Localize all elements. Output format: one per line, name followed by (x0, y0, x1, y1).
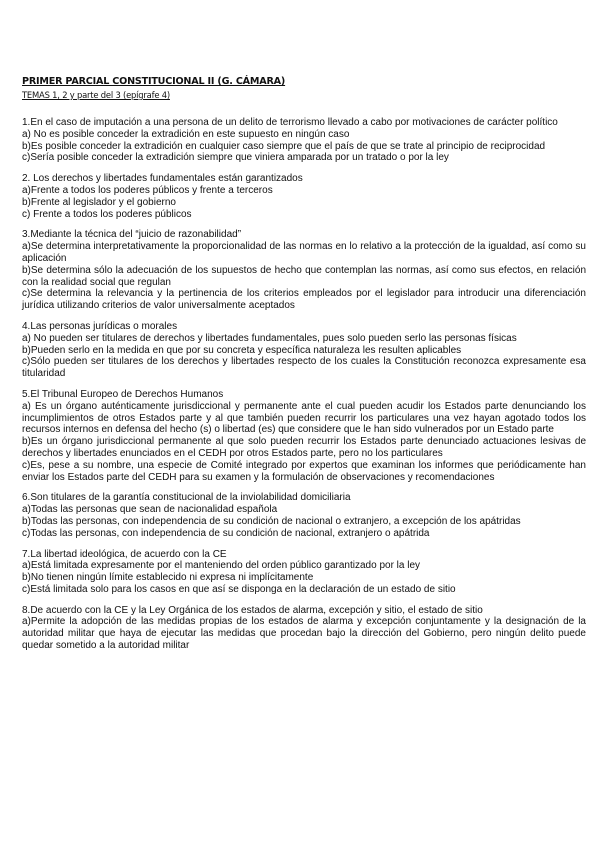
question-stem: 8.De acuerdo con la CE y la Ley Orgánica de los estados de alarma, excepción y sitio, el estado de sitio (22, 604, 483, 616)
question-6 (22, 492, 586, 539)
answer-option-b: b)Frente al legislador y el gobierno (22, 196, 176, 208)
answer-option-c: c)Sólo pueden ser titulares de los derechos y libertades respecto de los cuales la Constitución reconozca expresamente esa titularidad (22, 356, 586, 380)
answer-option-a: a) Es un órgano auténticamente jurisdiccional y permanente ante el cual pueden acudir los Estados parte denunciando los incumplimientos de otros Estados parte y al que también pueden recurrir los particulares una vez hayan agotado todos los recursos internos en defensa del hecho (s) o libertad (es) que considere que le han sido vulnerados por un Estado parte (22, 400, 586, 436)
answer-option-a: a) No pueden ser titulares de derechos y libertades fundamentales, pues solo pueden serlo las personas físicas (22, 332, 517, 344)
question-1 (22, 117, 586, 164)
answer-option-c: c)Todas las personas, con independencia de su condición de nacional, extranjero o apátrida (22, 527, 430, 539)
answer-option-a: a)Está limitada expresamente por el manteniendo del orden público garantizado por la ley (22, 560, 421, 572)
answer-option-c: c)Es, pese a su nombre, una especie de Comité integrado por expertos que examinan los informes que periódicamente han enviar los Estados parte del CEDH para su examen y la formulación de observaciones y recomendaciones (22, 459, 586, 483)
question-stem: 2. Los derechos y libertades fundamentales están garantizados (22, 173, 303, 185)
answer-option-b: b)Es posible conceder la extradición en cualquier caso siempre que el país de que se trate al principio de reciprocidad (22, 140, 546, 152)
answer-option-a: a)Permite la adopción de las medidas propias de los estados de alarma y excepción conjuntamente y la designación de la autoridad militar que haya de ejecutar las medidas que procedan bajo la dirección del Gobierno, pero ningún delito puede quedar sometido a la autoridad militar (22, 616, 586, 652)
answer-option-b: b)Es un órgano jurisdiccional permanente al que solo pueden recurrir los Estados parte denunciado actuaciones lesivas de derechos y libertades enunciados en el CEDH por otros Estados parte, pero no los particulares (22, 436, 586, 459)
answer-option-a: a)Todas las personas que sean de nacionalidad española (22, 504, 278, 516)
answer-option-a: a) No es posible conceder la extradición en este supuesto en ningún caso (22, 128, 350, 140)
question-stem: 3.Mediante la técnica del “juicio de razonabilidad” (22, 229, 242, 241)
question-stem: 5.El Tribunal Europeo de Derechos Humanos (22, 388, 224, 400)
question-stem: 4.Las personas jurídicas o morales (22, 320, 178, 332)
answer-option-a: a)Se determina interpretativamente la proporcionalidad de las normas en lo relativo a la protección de la igualdad, así como su aplicación (22, 241, 586, 264)
question-5 (22, 389, 586, 483)
question-stem: 6.Son titulares de la garantía constitucional de la inviolabilidad domiciliaria (22, 492, 351, 504)
answer-option-b: b)Todas las personas, con independencia de su condición de nacional o extranjero, a excepción de los apátridas (22, 515, 521, 527)
answer-option-c: c)Sería posible conceder la extradición siempre que viniera amparada por un tratado o por la ley (22, 152, 449, 164)
question-list (22, 117, 586, 652)
answer-option-b: b)Pueden serlo en la medida en que por su concreta y específica naturaleza les resulten aplicables (22, 344, 462, 356)
question-7 (22, 549, 586, 596)
question-4 (22, 321, 586, 380)
question-2 (22, 173, 586, 220)
question-3 (22, 229, 586, 312)
document-title: PRIMER PARCIAL CONSTITUCIONAL II (G. CÁMARA) (22, 76, 286, 87)
answer-option-c: c)Está limitada solo para los casos en que así se disponga en la declaración de un estado de sitio (22, 583, 456, 595)
question-8 (22, 605, 586, 652)
answer-option-b: b)Se determina sólo la adecuación de los supuestos de hecho que contemplan las normas, así como sus efectos, en relación con la realidad social que regulan (22, 264, 586, 288)
answer-option-c: c) Frente a todos los poderes públicos (22, 208, 192, 220)
question-stem: 7.La libertad ideológica, de acuerdo con la CE (22, 548, 227, 560)
document-subtitle: TEMAS 1, 2 y parte del 3 (epígrafe 4) (22, 90, 170, 100)
document-content (22, 76, 586, 661)
question-stem: 1.En el caso de imputación a una persona de un delito de terrorismo llevado a cabo por motivaciones de carácter político (22, 117, 558, 128)
answer-option-b: b)No tienen ningún límite establecido ni expresa ni implícitamente (22, 572, 314, 584)
answer-option-a: a)Frente a todos los poderes públicos y frente a terceros (22, 184, 273, 196)
answer-option-c: c)Se determina la relevancia y la pertinencia de los criterios empleados por el legislador para introducir una diferenciación jurídica utilizando criterios de valor universalmente aceptados (22, 288, 586, 312)
